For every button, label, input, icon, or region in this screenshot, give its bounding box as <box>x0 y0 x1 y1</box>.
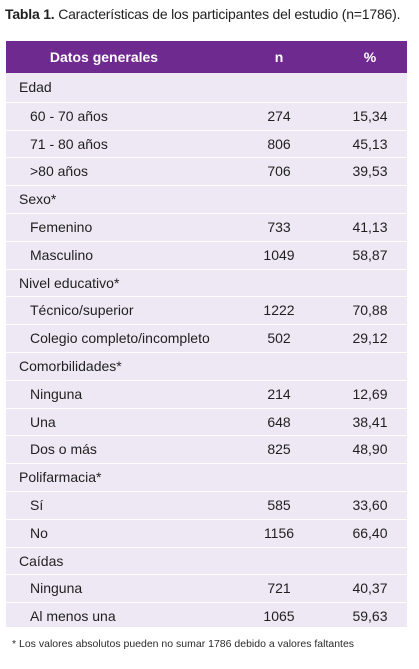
group-label: Polifarmacia* <box>19 469 102 486</box>
table-caption <box>5 6 417 22</box>
row-label: Dos o más <box>30 441 97 458</box>
cell-n: 1156 <box>263 524 295 541</box>
table-header <box>6 41 407 73</box>
cell-n: 806 <box>267 135 291 152</box>
row-label: Ninguna <box>30 580 83 597</box>
table-row <box>6 408 407 436</box>
group-label: Nivel educativo* <box>19 274 120 291</box>
table-row <box>6 102 407 130</box>
row-label: Femenino <box>30 218 93 235</box>
cell-n: 274 <box>267 107 291 124</box>
row-label: Masculino <box>30 246 94 263</box>
row-label: 71 - 80 años <box>30 135 108 152</box>
cell-percent: 70,88 <box>352 302 388 319</box>
row-label: Colegio completo/incompleto <box>30 330 210 347</box>
cell-n: 648 <box>267 413 291 430</box>
cell-n: 1065 <box>263 608 295 625</box>
table-group-row <box>6 269 407 297</box>
cell-n: 721 <box>267 580 291 597</box>
table-row <box>6 130 407 158</box>
row-label: Técnico/superior <box>30 302 134 319</box>
group-label: Edad <box>19 79 52 95</box>
row-label: Una <box>30 413 56 430</box>
cell-n: 733 <box>267 218 291 235</box>
row-label: 60 - 70 años <box>30 107 108 124</box>
row-label: >80 años <box>30 163 88 180</box>
row-label: Al menos una <box>30 608 116 625</box>
cell-percent: 38,41 <box>352 413 388 430</box>
cell-percent: 39,53 <box>352 163 388 180</box>
cell-n: 825 <box>267 441 291 458</box>
table-row <box>6 296 407 324</box>
cell-percent: 33,60 <box>352 496 388 513</box>
cell-percent: 12,69 <box>352 385 388 402</box>
table-group-row <box>6 463 407 491</box>
cell-n: 502 <box>267 330 291 347</box>
cell-n: 585 <box>267 496 291 513</box>
cell-percent: 15,34 <box>352 107 388 124</box>
header-n: n <box>274 49 284 65</box>
table-row <box>6 324 407 352</box>
table-group-row <box>6 74 407 102</box>
table-row <box>6 602 407 630</box>
group-label: Sexo* <box>19 191 57 208</box>
cell-percent: 40,37 <box>352 580 388 597</box>
table-row <box>6 157 407 185</box>
cell-percent: 58,87 <box>352 246 388 263</box>
table-group-row <box>6 547 407 575</box>
row-label: Ninguna <box>30 385 83 402</box>
cell-percent: 45,13 <box>352 135 388 152</box>
cell-percent: 59,63 <box>352 608 388 625</box>
table-row <box>6 519 407 547</box>
table-group-row <box>6 185 407 213</box>
cell-n: 1049 <box>263 246 295 263</box>
table-row <box>6 574 407 602</box>
footnote: * Los valores absolutos pueden no sumar 1786 debido a valores faltantes <box>12 638 355 650</box>
header-label: Datos generales <box>49 49 159 65</box>
cell-n: 1222 <box>263 302 295 319</box>
caption-text: Características de los participantes del estudio (n=1786). <box>54 6 401 22</box>
table-group-row <box>6 352 407 380</box>
group-label: Caídas <box>19 552 64 569</box>
caption-label: Tabla 1. <box>5 6 55 22</box>
cell-percent: 29,12 <box>352 330 388 347</box>
row-label: Sí <box>30 496 44 513</box>
cell-n: 706 <box>267 163 291 180</box>
group-label: Comorbilidades* <box>19 357 122 374</box>
data-table <box>6 41 407 627</box>
table-row <box>6 213 407 241</box>
table-row <box>6 435 407 463</box>
table-body <box>6 74 407 630</box>
row-label: No <box>30 524 48 541</box>
header-percent: % <box>363 49 377 65</box>
cell-percent: 66,40 <box>352 524 388 541</box>
table-row <box>6 380 407 408</box>
cell-n: 214 <box>267 385 291 402</box>
table-row <box>6 241 407 269</box>
cell-percent: 48,90 <box>352 441 388 458</box>
table-row <box>6 491 407 519</box>
cell-percent: 41,13 <box>352 218 388 235</box>
